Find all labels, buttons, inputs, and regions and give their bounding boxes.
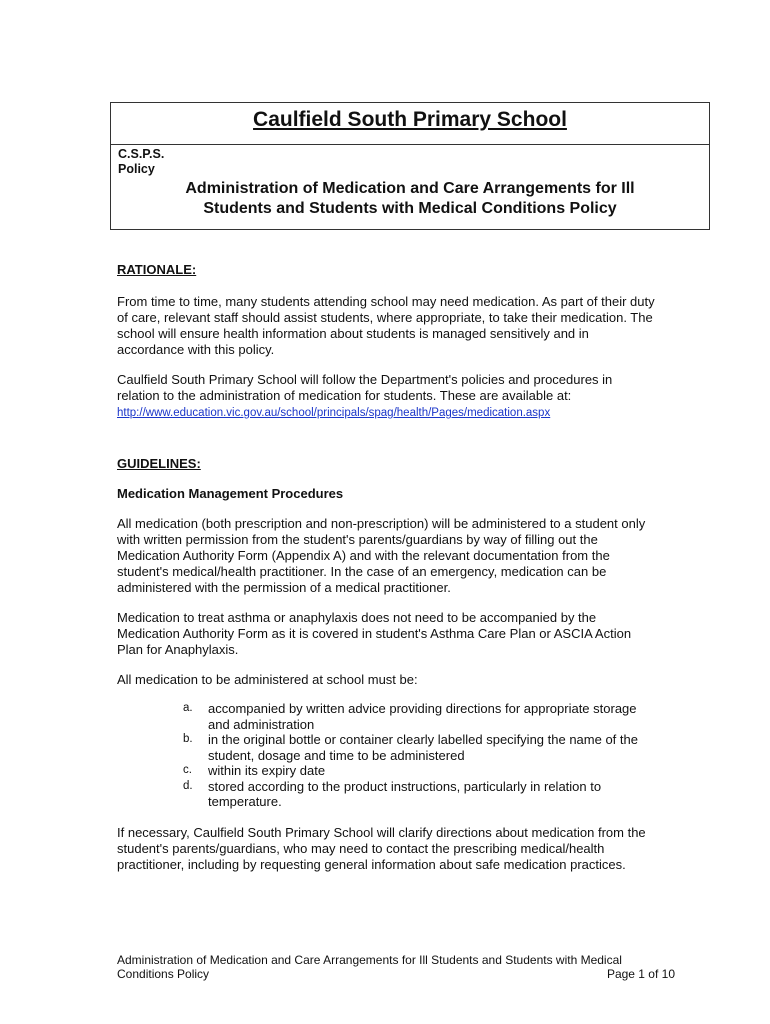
guidelines-paragraph-4: If necessary, Caulfield South Primary School will clarify directions about medication from the student's parents/guardians, who may need to contact the prescribing medical/health practitioner, including by requesting general information about safe medication practices.: [117, 824, 646, 872]
guidelines-paragraph-2: Medication to treat asthma or anaphylaxis does not need to be accompanied by the Medication Authority Form as it is covered in student's Asthma Care Plan or ASCIA Action Plan for Anaphylaxis.: [117, 610, 632, 657]
page-footer: [117, 953, 675, 981]
footer-title: Administration of Medication and Care Arrangements for Ill Students and Students with Medical Conditions Policy: [117, 953, 622, 981]
medication-procedures-subheading: Medication Management Procedures: [117, 486, 344, 501]
list-item: [117, 732, 657, 763]
rationale-paragraph-2: Caulfield South Primary School will follow the Department's policies and procedures in relation to the administration of medication for students. These are available at:: [117, 372, 613, 403]
medication-requirements-list: [117, 701, 657, 810]
list-marker: d.: [183, 779, 193, 792]
policy-label-line2: Policy: [118, 162, 155, 176]
list-item: [117, 763, 657, 779]
policy-label: [118, 147, 164, 177]
list-item-text: stored according to the product instructions, particularly in relation to temperature.: [208, 778, 602, 809]
guidelines-heading: GUIDELINES:: [117, 456, 201, 471]
list-marker: a.: [183, 702, 193, 714]
rationale-paragraph-1: From time to time, many students attending school may need medication. As part of their duty of care, relevant staff should assist students, where appropriate, to take their medication. The school will ensure health information about students is managed sensitively and in accordance with this policy.: [117, 294, 655, 357]
guidelines-paragraph-3: All medication to be administered at school must be:: [117, 672, 418, 687]
medication-policy-link[interactable]: http://www.education.vic.gov.au/school/principals/spag/health/Pages/medication.aspx: [117, 407, 551, 419]
list-item: [117, 701, 657, 732]
policy-title: [111, 179, 709, 219]
list-item-text: accompanied by written advice providing directions for appropriate storage and administration: [208, 701, 637, 732]
list-item-text: within its expiry date: [208, 763, 326, 778]
policy-label-line1: C.S.P.S.: [118, 147, 165, 161]
list-item-text: in the original bottle or container clearly labelled specifying the name of the student, dosage and time to be administered: [208, 732, 638, 763]
list-marker: b.: [183, 733, 193, 745]
page-number: Page 1 of 10: [606, 967, 675, 981]
document-body: [117, 262, 657, 873]
list-marker: c.: [183, 764, 192, 776]
guidelines-paragraph-1: All medication (both prescription and non-prescription) will be administered to a student only with written permission from the student's parents/guardians by way of filling out the Medication Authority Form (Appendix A) and with the relevant documentation from the student's medical/health practitioner. In the case of an emergency, medication can be administered with the permission of a medical practitioner.: [117, 516, 646, 595]
rationale-heading: RATIONALE:: [117, 262, 197, 277]
header-box: [110, 102, 710, 230]
school-name: Caulfield South Primary School: [111, 103, 709, 145]
policy-title-line2: Students and Students with Medical Conditions Policy: [203, 200, 617, 217]
list-item: [117, 779, 657, 810]
policy-title-line1: Administration of Medication and Care Arrangements for Ill: [185, 180, 635, 197]
